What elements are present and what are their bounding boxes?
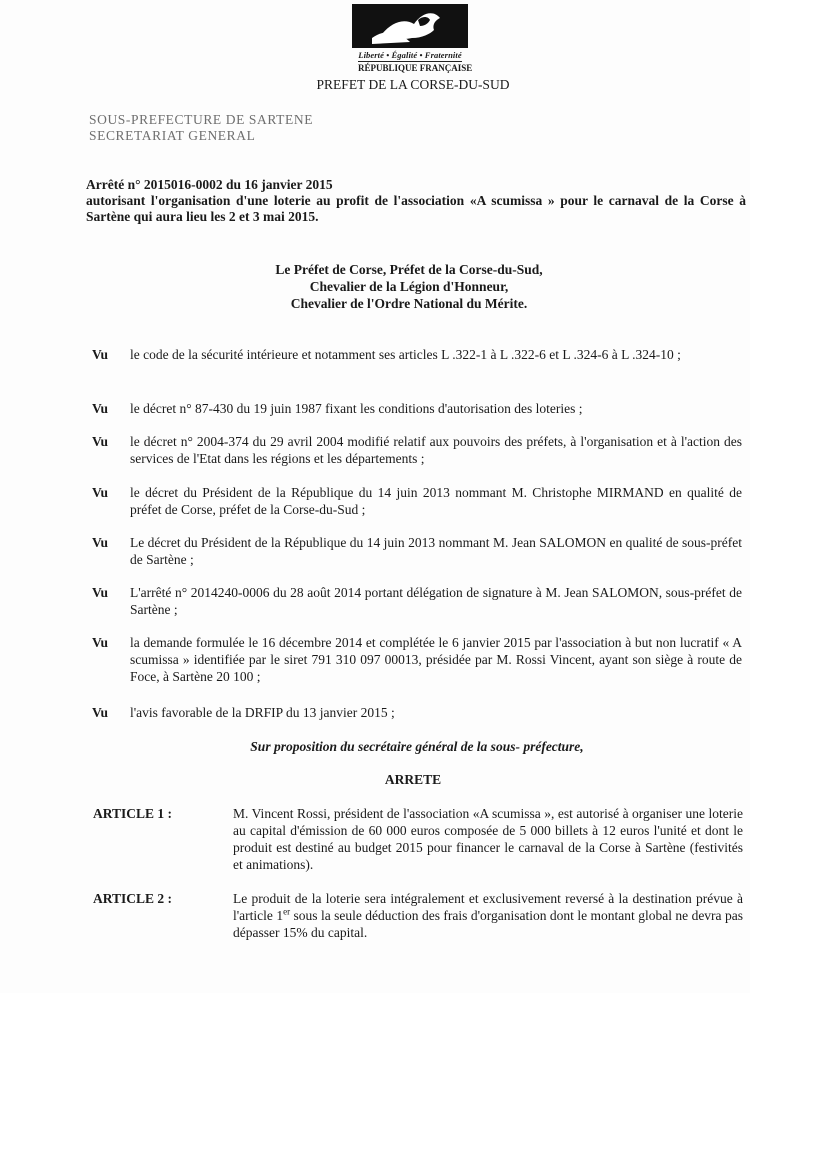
proposal-line: Sur proposition du secrétaire général de la sous- préfecture, (250, 739, 584, 754)
article-2 (93, 890, 743, 941)
prefect-line-3: Chevalier de l'Ordre National du Mérite. (290, 296, 528, 311)
republic-name: RÉPUBLIQUE FRANÇAISE (358, 63, 473, 73)
consideration-item (92, 484, 742, 518)
decree-number: Arrêté n° 2015016-0002 du 16 janvier 2015 (86, 177, 333, 192)
vu-label: Vu (92, 535, 109, 550)
article-label: ARTICLE 1 : (93, 806, 173, 821)
vu-label: Vu (92, 585, 109, 600)
consideration-text: Le décret du Président de la République du 14 juin 2013 nommant M. Jean SALOMON en qualité de sous-préfet de Sartène ; (130, 535, 742, 567)
article-1 (93, 805, 743, 873)
decree-subject: autorisant l'organisation d'une loterie au profit de l'association «A scumissa » pour le carnaval de la Corse à Sartène qui aura lieu les 2 et 3 mai 2015. (86, 193, 746, 224)
prefecture-title: PREFET DE LA CORSE-DU-SUD (316, 77, 510, 92)
office-header (89, 112, 313, 144)
prefect-line-2: Chevalier de la Légion d'Honneur, (309, 279, 509, 294)
article-text: M. Vincent Rossi, président de l'association «A scumissa », est autorisé à organiser une loterie au capital d'émission de 60 000 euros composée de 5 000 billets à 12 euros l'unité et dont le produit est destiné au budget 2015 pour financer le carnaval de la Corse à Sartène (festivités et animations). (233, 806, 743, 872)
republic-logo (352, 4, 473, 74)
ordinal-suffix: er (283, 906, 291, 917)
article-text-part: Le produit de la loterie sera intégralement et exclusivement reversé à la destination prévue à l'article 1 (233, 891, 743, 923)
article-label: ARTICLE 2 : (93, 891, 173, 906)
consideration-item (92, 704, 742, 721)
consideration-item (92, 400, 742, 417)
article-text-part: sous la seule déduction des frais d'organisation dont le montant global ne devra pas dépasser 15% du capital. (233, 908, 743, 940)
marianne-logo-icon (352, 4, 468, 48)
consideration-item (92, 346, 742, 363)
office-line-1: SOUS-PREFECTURE DE SARTENE (89, 112, 314, 127)
vu-label: Vu (92, 434, 109, 449)
consideration-item (92, 534, 742, 568)
consideration-item (92, 433, 742, 467)
vu-label: Vu (92, 635, 109, 650)
consideration-text: le code de la sécurité intérieure et notamment ses articles L .322-1 à L .322-6 et L .324-6 à L .324-10 ; (130, 347, 681, 362)
vu-label: Vu (92, 401, 109, 416)
office-line-2: SECRETARIAT GENERAL (89, 128, 256, 143)
consideration-text: le décret n° 2004-374 du 29 avril 2004 modifié relatif aux pouvoirs des préfets, à l'organisation et à l'action des services de l'Etat dans les régions et les départements ; (130, 434, 742, 466)
vu-label: Vu (92, 347, 109, 362)
consideration-text: le décret du Président de la République du 14 juin 2013 nommant M. Christophe MIRMAND en qualité de préfet de Corse, préfet de la Corse-du-Sud ; (130, 485, 742, 517)
consideration-item (92, 634, 742, 685)
consideration-item (92, 584, 742, 618)
consideration-text: L'arrêté n° 2014240-0006 du 28 août 2014 portant délégation de signature à M. Jean SALOMON, sous-préfet de Sartène ; (130, 585, 742, 617)
consideration-text: la demande formulée le 16 décembre 2014 et complétée le 6 janvier 2015 par l'association à but non lucratif « A scumissa » identifiée par le siret 791 310 097 00013, présidée par M. Rossi Vincent, ayant son siège à route de Foce, à Sartène 20 100 ; (130, 635, 742, 684)
consideration-text: l'avis favorable de la DRFIP du 13 janvier 2015 ; (130, 705, 395, 720)
prefect-line-1: Le Préfet de Corse, Préfet de la Corse-du-Sud, (275, 262, 543, 277)
republic-motto: Liberté • Égalité • Fraternité (358, 50, 462, 60)
vu-label: Vu (92, 705, 109, 720)
prefect-titles (0, 261, 826, 312)
article-text (233, 890, 743, 941)
vu-label: Vu (92, 485, 109, 500)
decree-heading: ARRETE (384, 772, 442, 787)
decree-title (86, 177, 746, 225)
consideration-text: le décret n° 87-430 du 19 juin 1987 fixant les conditions d'autorisation des loteries ; (130, 401, 583, 416)
